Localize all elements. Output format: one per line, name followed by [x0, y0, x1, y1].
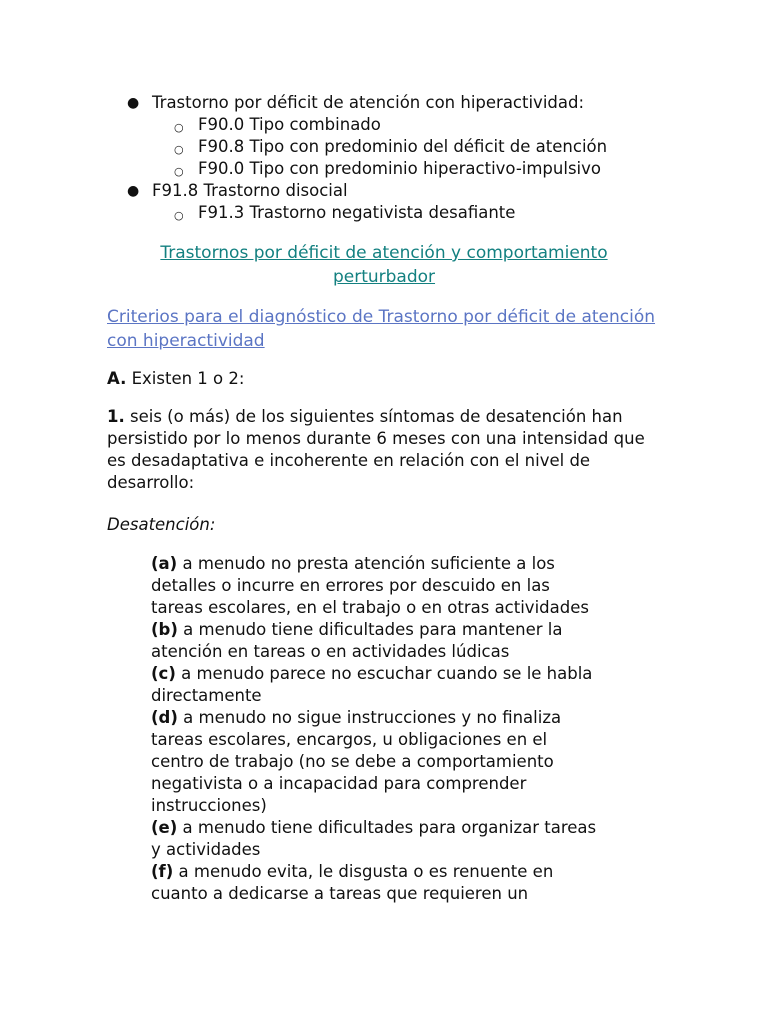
desatencion-label: Desatención: [107, 515, 216, 534]
bullet-circle-icon: ○ [174, 209, 184, 222]
diagnosis-list [0, 92, 768, 224]
paragraph-label: A. [107, 369, 127, 388]
criteria-list [151, 553, 601, 905]
list-item [0, 92, 768, 114]
section-heading-link[interactable]: Trastornos por déficit de atención y comportamiento perturbador [160, 243, 608, 287]
criterion-label: (e) [151, 818, 178, 837]
paragraph-a [107, 368, 667, 390]
criterion-text: a menudo no presta atención suficiente a los detalles o incurre en errores por descuido en las tareas escolares, en el trabajo o en otras actividades [151, 554, 589, 617]
bullet-disc-icon: ● [127, 183, 140, 199]
bullet-circle-icon: ○ [174, 143, 184, 156]
criterion-label: (b) [151, 620, 178, 639]
criterion-text: a menudo tiene dificultades para organizar tareas y actividades [151, 818, 597, 859]
criterion-item [151, 553, 601, 619]
criterion-item [151, 817, 601, 861]
criterion-label: (c) [151, 664, 176, 683]
criterion-item [151, 707, 601, 817]
sub-list-item-text: F90.0 Tipo combinado [198, 115, 381, 134]
sub-list-item [0, 114, 768, 136]
paragraph-text: Existen 1 o 2: [126, 369, 245, 388]
criterion-item [151, 861, 601, 905]
criterion-item [151, 619, 601, 663]
criterion-label: (f) [151, 862, 174, 881]
bullet-disc-icon: ● [127, 95, 140, 111]
bullet-circle-icon: ○ [174, 165, 184, 178]
criterion-item [151, 663, 601, 707]
sub-list-item-text: F90.8 Tipo con predominio del déficit de atención [198, 137, 608, 156]
sub-list-item [0, 136, 768, 158]
list-item-text: Trastorno por déficit de atención con hiperactividad: [152, 93, 585, 112]
criterion-text: a menudo parece no escuchar cuando se le habla directamente [151, 664, 593, 705]
bullet-circle-icon: ○ [174, 121, 184, 134]
criterion-label: (d) [151, 708, 178, 727]
sub-list-item-text: F90.0 Tipo con predominio hiperactivo-impulsivo [198, 159, 601, 178]
paragraph-text: seis (o más) de los siguientes síntomas de desatención han persistido por lo menos durante 6 meses con una intensidad que es desadaptativa e incoherente en relación con el nivel de desarrollo: [107, 407, 645, 492]
criterion-text: a menudo tiene dificultades para mantener la atención en tareas o en actividades lúdicas [151, 620, 563, 661]
sub-list-item [0, 158, 768, 180]
list-item [0, 180, 768, 202]
sub-list-item-text: F91.3 Trastorno negativista desafiante [198, 203, 516, 222]
paragraph-label: 1. [107, 407, 125, 426]
sub-list-item [0, 202, 768, 224]
criterion-label: (a) [151, 554, 178, 573]
list-item-text: F91.8 Trastorno disocial [152, 181, 348, 200]
criterion-text: a menudo evita, le disgusta o es renuente en cuanto a dedicarse a tareas que requieren un [151, 862, 554, 903]
criteria-heading-link[interactable]: Criterios para el diagnóstico de Trastorno por déficit de atención con hiperactividad [107, 307, 656, 351]
criterion-text: a menudo no sigue instrucciones y no finaliza tareas escolares, encargos, u obligaciones en el centro de trabajo (no se debe a comportamiento negativista o a incapacidad para comprender instrucciones) [151, 708, 562, 815]
paragraph-1 [107, 406, 667, 494]
